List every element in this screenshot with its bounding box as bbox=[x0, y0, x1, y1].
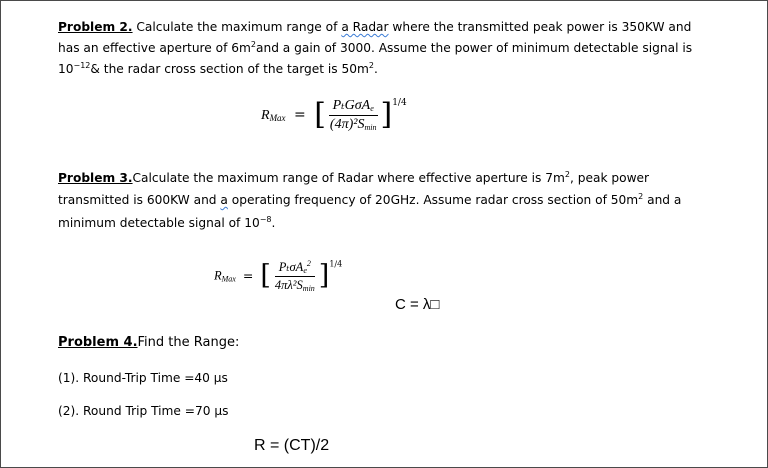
problem2-line2: has an effective aperture of $6m^2and$ a gain of 3000. Assume the power of minimum detectable signal is bbox=[58, 40, 693, 55]
problem3-line1: Problem 3.Calculate the maximum range of Radar where effective aperture is $7m^2$, peak power bbox=[58, 170, 650, 185]
problem2-line1: Problem 2. Calculate the maximum range of a Radar where the transmitted peak power is 350KW and bbox=[58, 20, 692, 34]
problem4-line: Problem 4.Find the Range: bbox=[58, 335, 240, 350]
formula-max-range-2: $R_{Max}$ = [ $\frac{P_t\sigma A_e^2}{4\pi\lambda^2S_{min}}$ ]$^{1/4}$ bbox=[214, 259, 343, 293]
formula2-fraction: $\frac{P_t\sigma A_e^2}{4\pi\lambda^2S_{min}}$ bbox=[274, 259, 315, 293]
spellcheck-word: a bbox=[220, 193, 228, 207]
formula1-exponent: 1/4 bbox=[392, 98, 407, 108]
problem4-item2: (2). Round Trip Time =70 µs bbox=[58, 404, 229, 418]
problem3-line2: transmitted is 600KW and a operating frequency of 20GHz. Assume radar cross section of $50m^2$ and a bbox=[58, 192, 682, 207]
problem3-line3: minimum detectable signal of $10^{-8}$. bbox=[58, 215, 276, 230]
problem2-line3: $10^{-12}\&$ the radar cross section of the target is $50m^2$. bbox=[58, 61, 378, 76]
problem3-heading: Problem 3. bbox=[58, 171, 133, 185]
formula1-fraction: $\frac{P_tG\sigma A_e}{(4\pi)^2S_{min}}$ bbox=[329, 98, 377, 132]
problem4-item1: (1). Round-Trip Time =40 µs bbox=[58, 371, 228, 385]
problem2-heading: Problem 2. bbox=[58, 20, 133, 34]
formula2-exponent: 1/4 bbox=[329, 259, 343, 269]
wavelength-note: C = λ□ bbox=[395, 296, 440, 313]
range-formula-note: R = (CT)/2 bbox=[254, 437, 330, 454]
formula-max-range-1: $R_{Max}$ = [ $\frac{P_tG\sigma A_e}{(4\pi)^2S_{min}}$ ]$^{1/4}$ bbox=[261, 97, 407, 132]
problem4-heading: Problem 4. bbox=[58, 335, 138, 350]
spellcheck-phrase: a Radar bbox=[341, 20, 389, 34]
